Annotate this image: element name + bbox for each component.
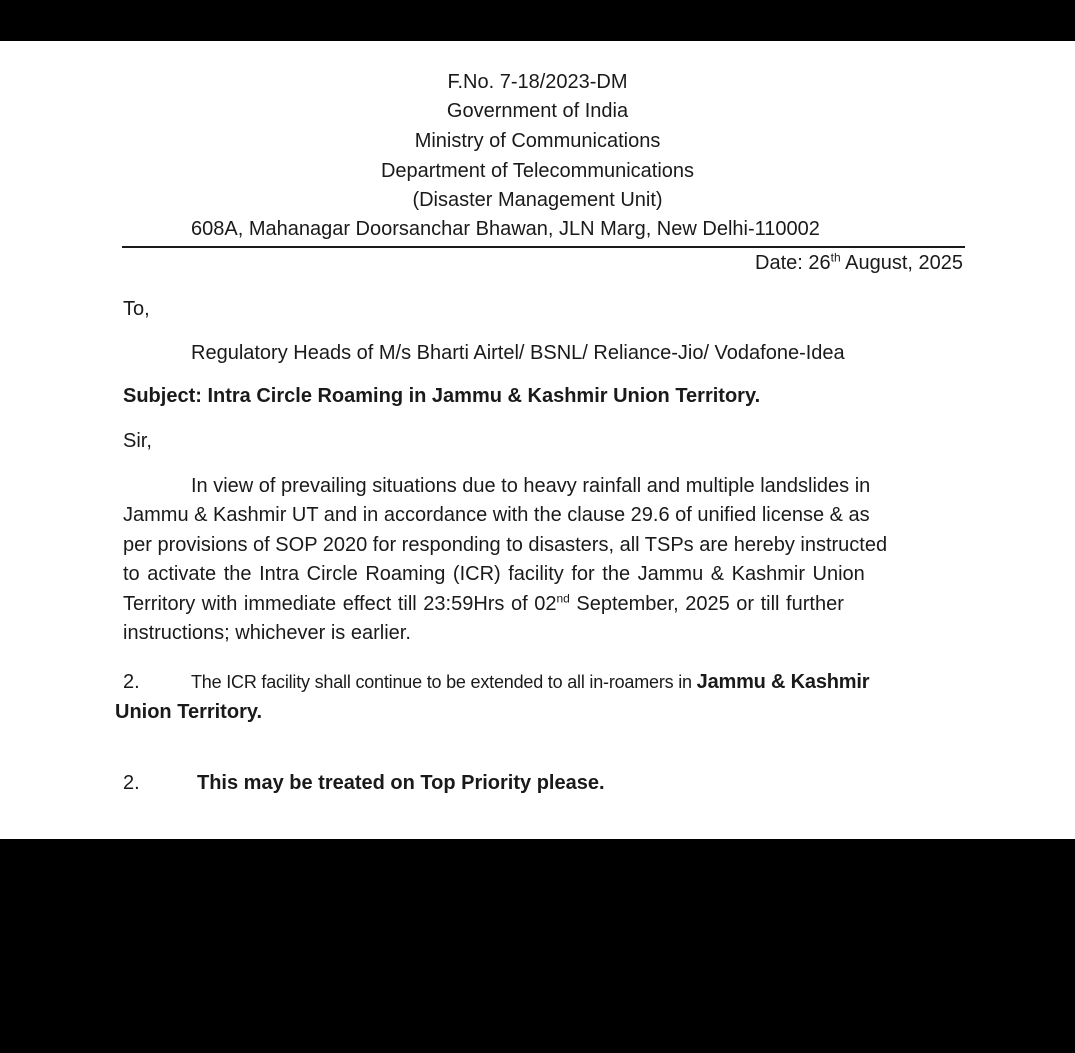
salutation: Sir,: [123, 430, 152, 452]
address-line: 608A, Mahanagar Doorsanchar Bhawan, JLN Marg, New Delhi-110002: [191, 218, 820, 240]
para1-line6: instructions; whichever is earlier.: [123, 622, 411, 644]
government-line: Government of India: [446, 100, 629, 122]
department-line: Department of Telecommunications: [380, 160, 695, 182]
letter-date: Date: 26th August, 2025: [755, 250, 963, 274]
recipients: Regulatory Heads of M/s Bharti Airtel/ BSNL/ Reliance-Jio/ Vodafone-Idea: [191, 342, 845, 364]
to-label: To,: [123, 298, 150, 320]
ministry-line: Ministry of Communications: [414, 130, 661, 152]
header-divider: [122, 246, 965, 248]
para2-text: The ICR facility shall continue to be extended to all in-roamers in Jammu & Kashmir: [191, 671, 870, 693]
letter-page: [0, 41, 1075, 839]
para1-line4: to activate the Intra Circle Roaming (ICR) facility for the Jammu & Kashmir Union: [123, 563, 865, 585]
para2-number: 2.: [123, 671, 140, 693]
para1-line1: In view of prevailing situations due to heavy rainfall and multiple landslides in: [191, 475, 871, 497]
subject-line: Subject: Intra Circle Roaming in Jammu & Kashmir Union Territory.: [123, 385, 761, 407]
unit-line: (Disaster Management Unit): [412, 189, 663, 211]
file-number: F.No. 7-18/2023-DM: [447, 71, 628, 93]
para3-number: 2.: [123, 772, 140, 794]
para1-line2: Jammu & Kashmir UT and in accordance with the clause 29.6 of unified license & as: [123, 504, 870, 526]
para1-line5: Territory with immediate effect till 23:59Hrs of 02nd September, 2025 or till further: [123, 591, 844, 615]
para3-text: This may be treated on Top Priority please.: [197, 772, 605, 794]
para1-line3: per provisions of SOP 2020 for responding to disasters, all TSPs are hereby instructed: [123, 534, 888, 556]
para2-continuation: Union Territory.: [115, 701, 263, 723]
